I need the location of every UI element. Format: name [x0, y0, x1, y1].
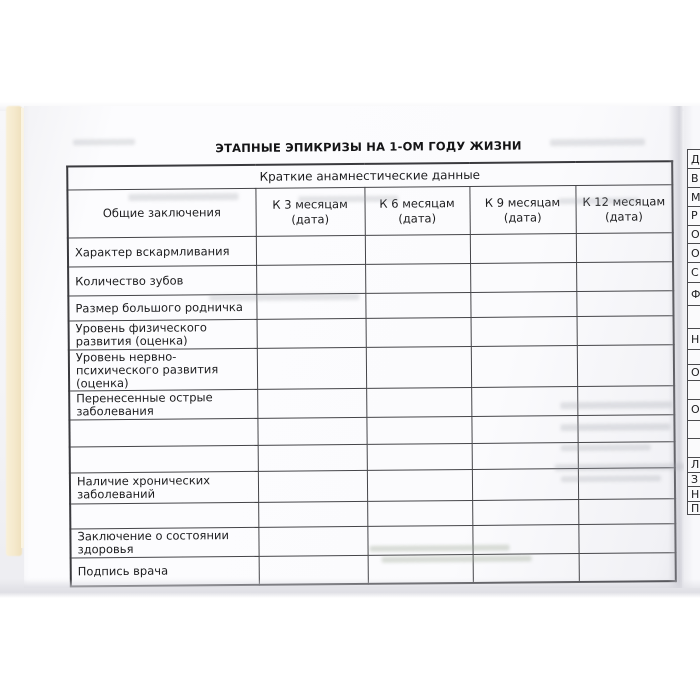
- side-page-row-letter: Р: [691, 209, 698, 223]
- showthrough-smudge: [550, 138, 645, 146]
- date-cell: [367, 501, 472, 527]
- col-header-9-months: [469, 186, 575, 235]
- date-cell: [258, 445, 367, 472]
- right-page-rows: [687, 150, 700, 515]
- side-page-row: [687, 328, 700, 350]
- date-cell: [257, 318, 366, 348]
- book-page-edges: [6, 106, 22, 556]
- date-cell: [257, 347, 366, 390]
- date-cell: [256, 235, 365, 265]
- side-page-row: [687, 262, 700, 283]
- date-cell: [470, 292, 576, 318]
- col-header-6-months: [364, 186, 469, 235]
- showthrough-smudge: [209, 293, 359, 301]
- row-label: Подпись врача: [71, 556, 259, 586]
- side-page-row: [687, 457, 700, 473]
- side-page-row: [687, 364, 700, 381]
- side-page-row-letter: Н: [691, 487, 700, 501]
- date-cell: [471, 317, 577, 347]
- showthrough-smudge: [73, 139, 135, 146]
- col-header-9-months-label: К 9 месяцам: [484, 195, 561, 210]
- date-cell: [576, 291, 673, 317]
- side-page-row-letter: О: [691, 403, 700, 417]
- side-page-row-letter: П: [691, 501, 700, 515]
- date-cell: [256, 264, 365, 294]
- book-photo: [0, 102, 700, 598]
- date-cell: [576, 233, 673, 263]
- date-cell: [257, 418, 366, 446]
- date-cell: [472, 500, 578, 526]
- date-cell: [365, 234, 470, 264]
- col-header-9-months-sub: (дата): [503, 209, 542, 225]
- side-page-row-letter: С: [691, 265, 699, 279]
- showthrough-smudge: [298, 196, 398, 203]
- side-page-row: [687, 187, 700, 207]
- showthrough-smudge: [558, 198, 638, 205]
- date-cell: [366, 346, 471, 389]
- side-page-row-letter: З: [691, 473, 699, 487]
- page-content: [22, 103, 684, 591]
- side-page-row: [687, 399, 700, 421]
- side-page-row: [687, 206, 700, 226]
- date-cell: [470, 234, 576, 264]
- date-cell: [578, 499, 675, 525]
- side-page-row-letter: О: [691, 246, 700, 260]
- side-page-row-letter: О: [691, 228, 700, 242]
- page-bottom-edge: [0, 579, 700, 598]
- row-label: Уровень нервно-психического развития (оценка): [69, 348, 257, 391]
- row-label: [70, 502, 258, 529]
- row-label: Заключение о состоянии здоровья: [70, 527, 258, 558]
- side-page-row-empty: [687, 305, 700, 329]
- date-cell: [578, 468, 675, 500]
- row-label: Перенесенные острые заболевания: [69, 390, 257, 420]
- side-page-row-letter: Н: [691, 332, 700, 346]
- anamnesis-table: [66, 160, 677, 587]
- row-label: Уровень физического развития (оценка): [69, 319, 257, 349]
- col-header-3-months-label: К 3 месяцам: [272, 197, 348, 212]
- side-page-row: [687, 472, 700, 488]
- date-cell: [576, 262, 673, 292]
- showthrough-smudge: [561, 475, 661, 482]
- side-page-row-empty: [687, 420, 700, 440]
- row-label: [69, 418, 257, 447]
- side-page-row: [687, 486, 700, 502]
- col-header-6-months-label: К 6 месяцам: [379, 196, 455, 211]
- row-label: [70, 445, 258, 473]
- showthrough-smudge: [561, 444, 651, 451]
- showthrough-smudge: [128, 193, 238, 201]
- date-cell: [366, 417, 471, 445]
- right-page: [684, 106, 700, 588]
- date-cell: [258, 502, 367, 528]
- date-cell: [366, 317, 471, 347]
- date-cell: [365, 263, 470, 293]
- date-cell: [471, 345, 577, 388]
- group-header: Краткие анамнестические данные: [67, 161, 672, 190]
- date-cell: [367, 444, 472, 471]
- col-header-conclusions: Общие заключения: [67, 188, 255, 238]
- side-page-row: [687, 501, 700, 515]
- side-page-row-empty: [687, 380, 700, 400]
- side-page-row-letter: М: [691, 190, 700, 204]
- col-header-12-months-label: К 12 месяцам: [582, 194, 666, 210]
- date-cell: [577, 344, 674, 386]
- showthrough-smudge: [555, 463, 685, 471]
- date-cell: [578, 524, 675, 554]
- side-page-row-letter: О: [691, 366, 700, 380]
- col-header-12-months: [575, 185, 672, 234]
- date-cell: [365, 292, 470, 318]
- side-page-row: [687, 243, 700, 263]
- date-cell: [258, 471, 367, 503]
- col-header-3-months: [255, 187, 364, 236]
- book-gutter-shadow: [668, 106, 684, 588]
- showthrough-smudge: [370, 545, 510, 552]
- side-page-row-empty: [687, 349, 700, 366]
- date-cell: [579, 553, 676, 582]
- row-label: Размер большого родничка: [68, 294, 256, 321]
- row-label: Характер вскармливания: [68, 236, 256, 267]
- side-page-row-letter: Д: [691, 152, 700, 166]
- date-cell: [470, 263, 576, 293]
- date-cell: [258, 527, 367, 557]
- left-page: [24, 106, 682, 588]
- row-label: Наличие хронических заболеваний: [70, 471, 258, 504]
- date-cell: [367, 470, 472, 502]
- col-header-3-months-sub: (дата): [291, 211, 330, 227]
- side-page-row: [687, 168, 700, 188]
- showthrough-smudge: [560, 423, 670, 431]
- side-page-row: [687, 225, 700, 245]
- side-page-row: [687, 149, 700, 170]
- col-header-6-months-sub: (дата): [398, 210, 437, 226]
- side-page-row-empty: [687, 438, 700, 458]
- date-cell: [257, 389, 366, 419]
- table-row: [69, 344, 674, 391]
- date-cell: [366, 388, 471, 418]
- side-page-row-letter: В: [691, 171, 699, 185]
- showthrough-smudge: [560, 401, 672, 409]
- side-page-row-letter: Ф: [691, 287, 700, 301]
- date-cell: [472, 469, 578, 501]
- page-title: ЭТАПНЫЕ ЭПИКРИЗЫ НА 1-ОМ ГОДУ ЖИЗНИ: [215, 138, 522, 156]
- date-cell: [577, 316, 674, 346]
- col-header-12-months-sub: (дата): [604, 208, 643, 224]
- side-page-row-letter: Л: [691, 458, 700, 472]
- row-label: Количество зубов: [68, 265, 256, 296]
- side-page-row: [687, 282, 700, 307]
